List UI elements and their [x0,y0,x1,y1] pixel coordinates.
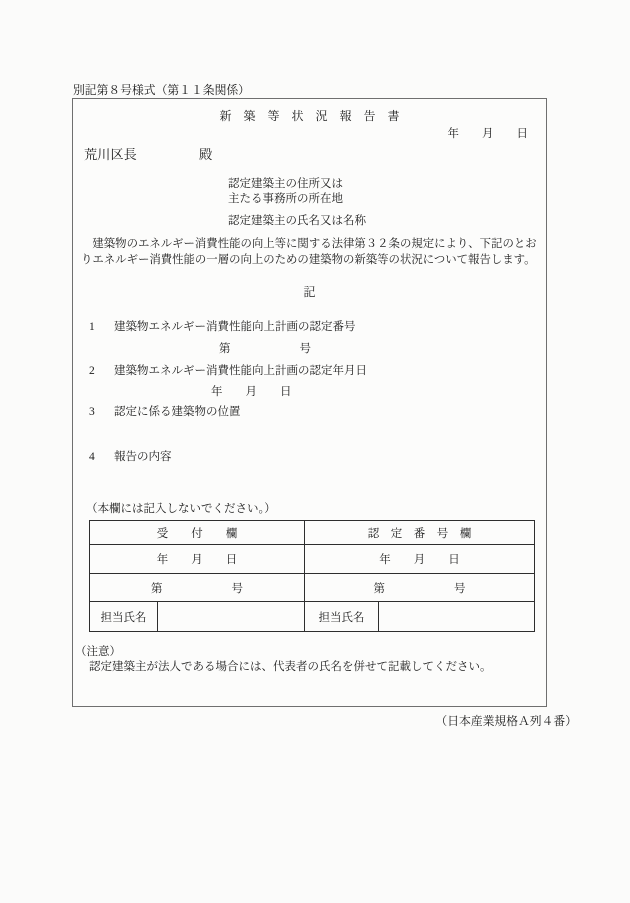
office-table-staff-row [90,602,535,632]
item-2 [89,362,367,378]
reception-staff-name-label: 担当氏名 [90,602,158,632]
office-table-date-row [90,545,535,574]
reception-staff-name-value-cell [158,602,305,632]
item-1-number: 1 [89,321,95,333]
applicant-address-label-line1: 認定建築主の住所又は [228,178,343,190]
item-2-label: 建築物エネルギー消費性能向上計画の認定年月日 [114,365,367,377]
reception-number-cell: 第 号 [90,574,305,602]
ki-heading: 記 [303,285,316,299]
approval-number-cell: 第 号 [305,574,535,602]
report-title: 新 築 等 状 況 報 告 書 [219,109,400,123]
approval-staff-name-value-cell [379,602,535,632]
office-use-note: （本欄には記入しないでください。） [86,503,276,515]
item-3-number: 3 [89,406,95,418]
intro-paragraph: 建築物のエネルギー消費性能の向上等に関する法律第３２条の規定により、下記のとおりエネルギー消費性能の一層の向上のための建築物の新築等の状況について報告します。 [81,238,537,266]
item-2-date-line: 年 月 日 [211,386,292,398]
reception-date-cell: 年 月 日 [90,545,305,574]
report-date-line: 年 月 日 [447,128,528,140]
form-number-label: 別記第８号様式（第１１条関係） [73,83,250,97]
item-1-number-line: 第 号 [219,343,311,355]
approval-staff-name-label: 担当氏名 [305,602,379,632]
office-table-number-row [90,574,535,602]
jis-size-note: （日本産業規格Ａ列４番） [435,714,577,728]
addressee-name: 荒川区長 [84,147,137,162]
office-table-header-row [90,521,535,545]
applicant-address-label-line2: 主たる事務所の所在地 [228,193,343,205]
notice-text: 認定建築主が法人である場合には、代表者の氏名を併せて記載してください。 [89,661,492,673]
applicant-name-label: 認定建築主の氏名又は名称 [228,215,366,227]
notice-heading: （注意） [75,646,121,658]
item-1 [89,318,356,334]
addressee-honorific: 殿 [199,147,213,162]
item-3 [89,403,241,419]
item-4-label: 報告の内容 [114,451,172,463]
office-table [89,520,535,632]
approval-number-column-header: 認 定 番 号 欄 [305,521,535,545]
item-1-label: 建築物エネルギー消費性能向上計画の認定番号 [114,321,356,333]
form-border-box [72,98,547,707]
item-2-number: 2 [89,365,95,377]
reception-column-header: 受 付 欄 [90,521,305,545]
approval-date-cell: 年 月 日 [305,545,535,574]
item-3-label: 認定に係る建築物の位置 [114,406,241,418]
item-4-number: 4 [89,451,95,463]
item-4 [89,448,172,464]
